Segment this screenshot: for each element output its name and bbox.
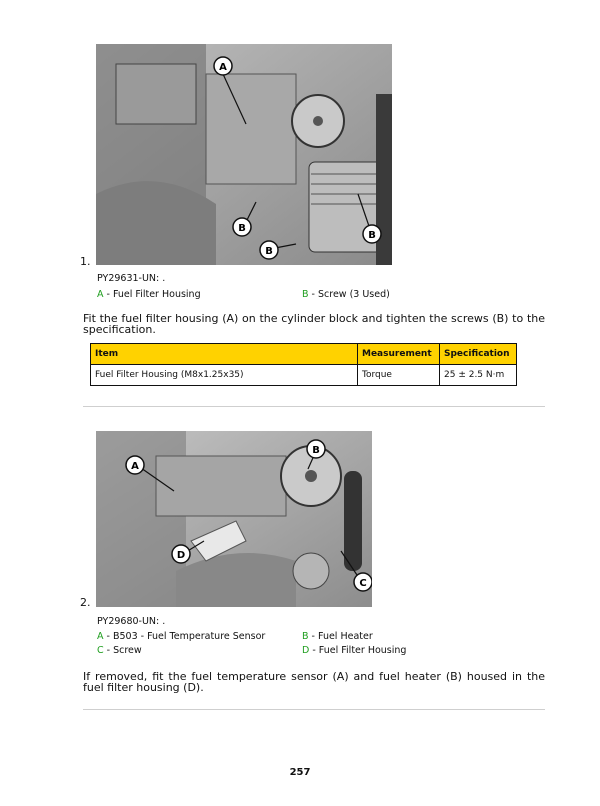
step-2-callout-d xyxy=(172,545,190,563)
step-1-number: 1. xyxy=(80,255,91,268)
legend-item: C - Screw xyxy=(97,645,142,656)
step-2-callout-a xyxy=(126,456,144,474)
step-1-callout-b2 xyxy=(260,241,278,259)
svg-text:B: B xyxy=(265,246,273,257)
svg-text:A: A xyxy=(219,62,227,73)
svg-text:B: B xyxy=(368,230,376,241)
step-2-callout-c xyxy=(354,573,372,591)
table-cell-item: Fuel Filter Housing (M8x1.25x35) xyxy=(91,365,358,386)
step-1-engine-photo xyxy=(96,44,392,265)
legend-item: A - Fuel Filter Housing xyxy=(97,289,201,300)
step-2-callout-b xyxy=(307,440,325,458)
step-2-number: 2. xyxy=(80,596,91,609)
table-cell-specification: 25 ± 2.5 N·m xyxy=(440,365,517,386)
legend-item: D - Fuel Filter Housing xyxy=(302,645,407,656)
step-1-figure-id: PY29631-UN: . xyxy=(97,273,166,284)
svg-text:B: B xyxy=(312,445,320,456)
table-header-measurement: Measurement xyxy=(358,344,440,365)
step-2-figure-id: PY29680-UN: . xyxy=(97,616,166,627)
legend-item: B - Fuel Heater xyxy=(302,631,373,642)
svg-text:C: C xyxy=(359,578,367,589)
step-2-instruction: If removed, fit the fuel temperature sensor (A) and fuel heater (B) housed in the fuel filter housing (D). xyxy=(83,670,545,694)
step-1-callout-a xyxy=(214,57,232,75)
step-2-legend xyxy=(97,631,502,656)
svg-text:A: A xyxy=(131,461,139,472)
page-number: 257 xyxy=(289,767,311,778)
table-header-specification: Specification xyxy=(440,344,517,365)
specification-table xyxy=(90,343,517,386)
step-1-instruction: Fit the fuel filter housing (A) on the cylinder block and tighten the screws (B) to the specification. xyxy=(83,312,545,336)
svg-text:D: D xyxy=(176,550,186,561)
svg-text:B: B xyxy=(238,223,246,234)
table-cell-measurement: Torque xyxy=(358,365,440,386)
table-header-item: Item xyxy=(91,344,358,365)
divider xyxy=(83,709,545,710)
step-1-callout-b3 xyxy=(363,225,381,243)
table-row xyxy=(91,365,517,386)
step-2-engine-photo xyxy=(96,431,372,607)
divider xyxy=(83,406,545,407)
step-1-legend xyxy=(97,289,502,300)
legend-item: A - B503 - Fuel Temperature Sensor xyxy=(97,631,266,642)
legend-item: B - Screw (3 Used) xyxy=(302,289,390,300)
step-1-callout-b1 xyxy=(233,218,251,236)
